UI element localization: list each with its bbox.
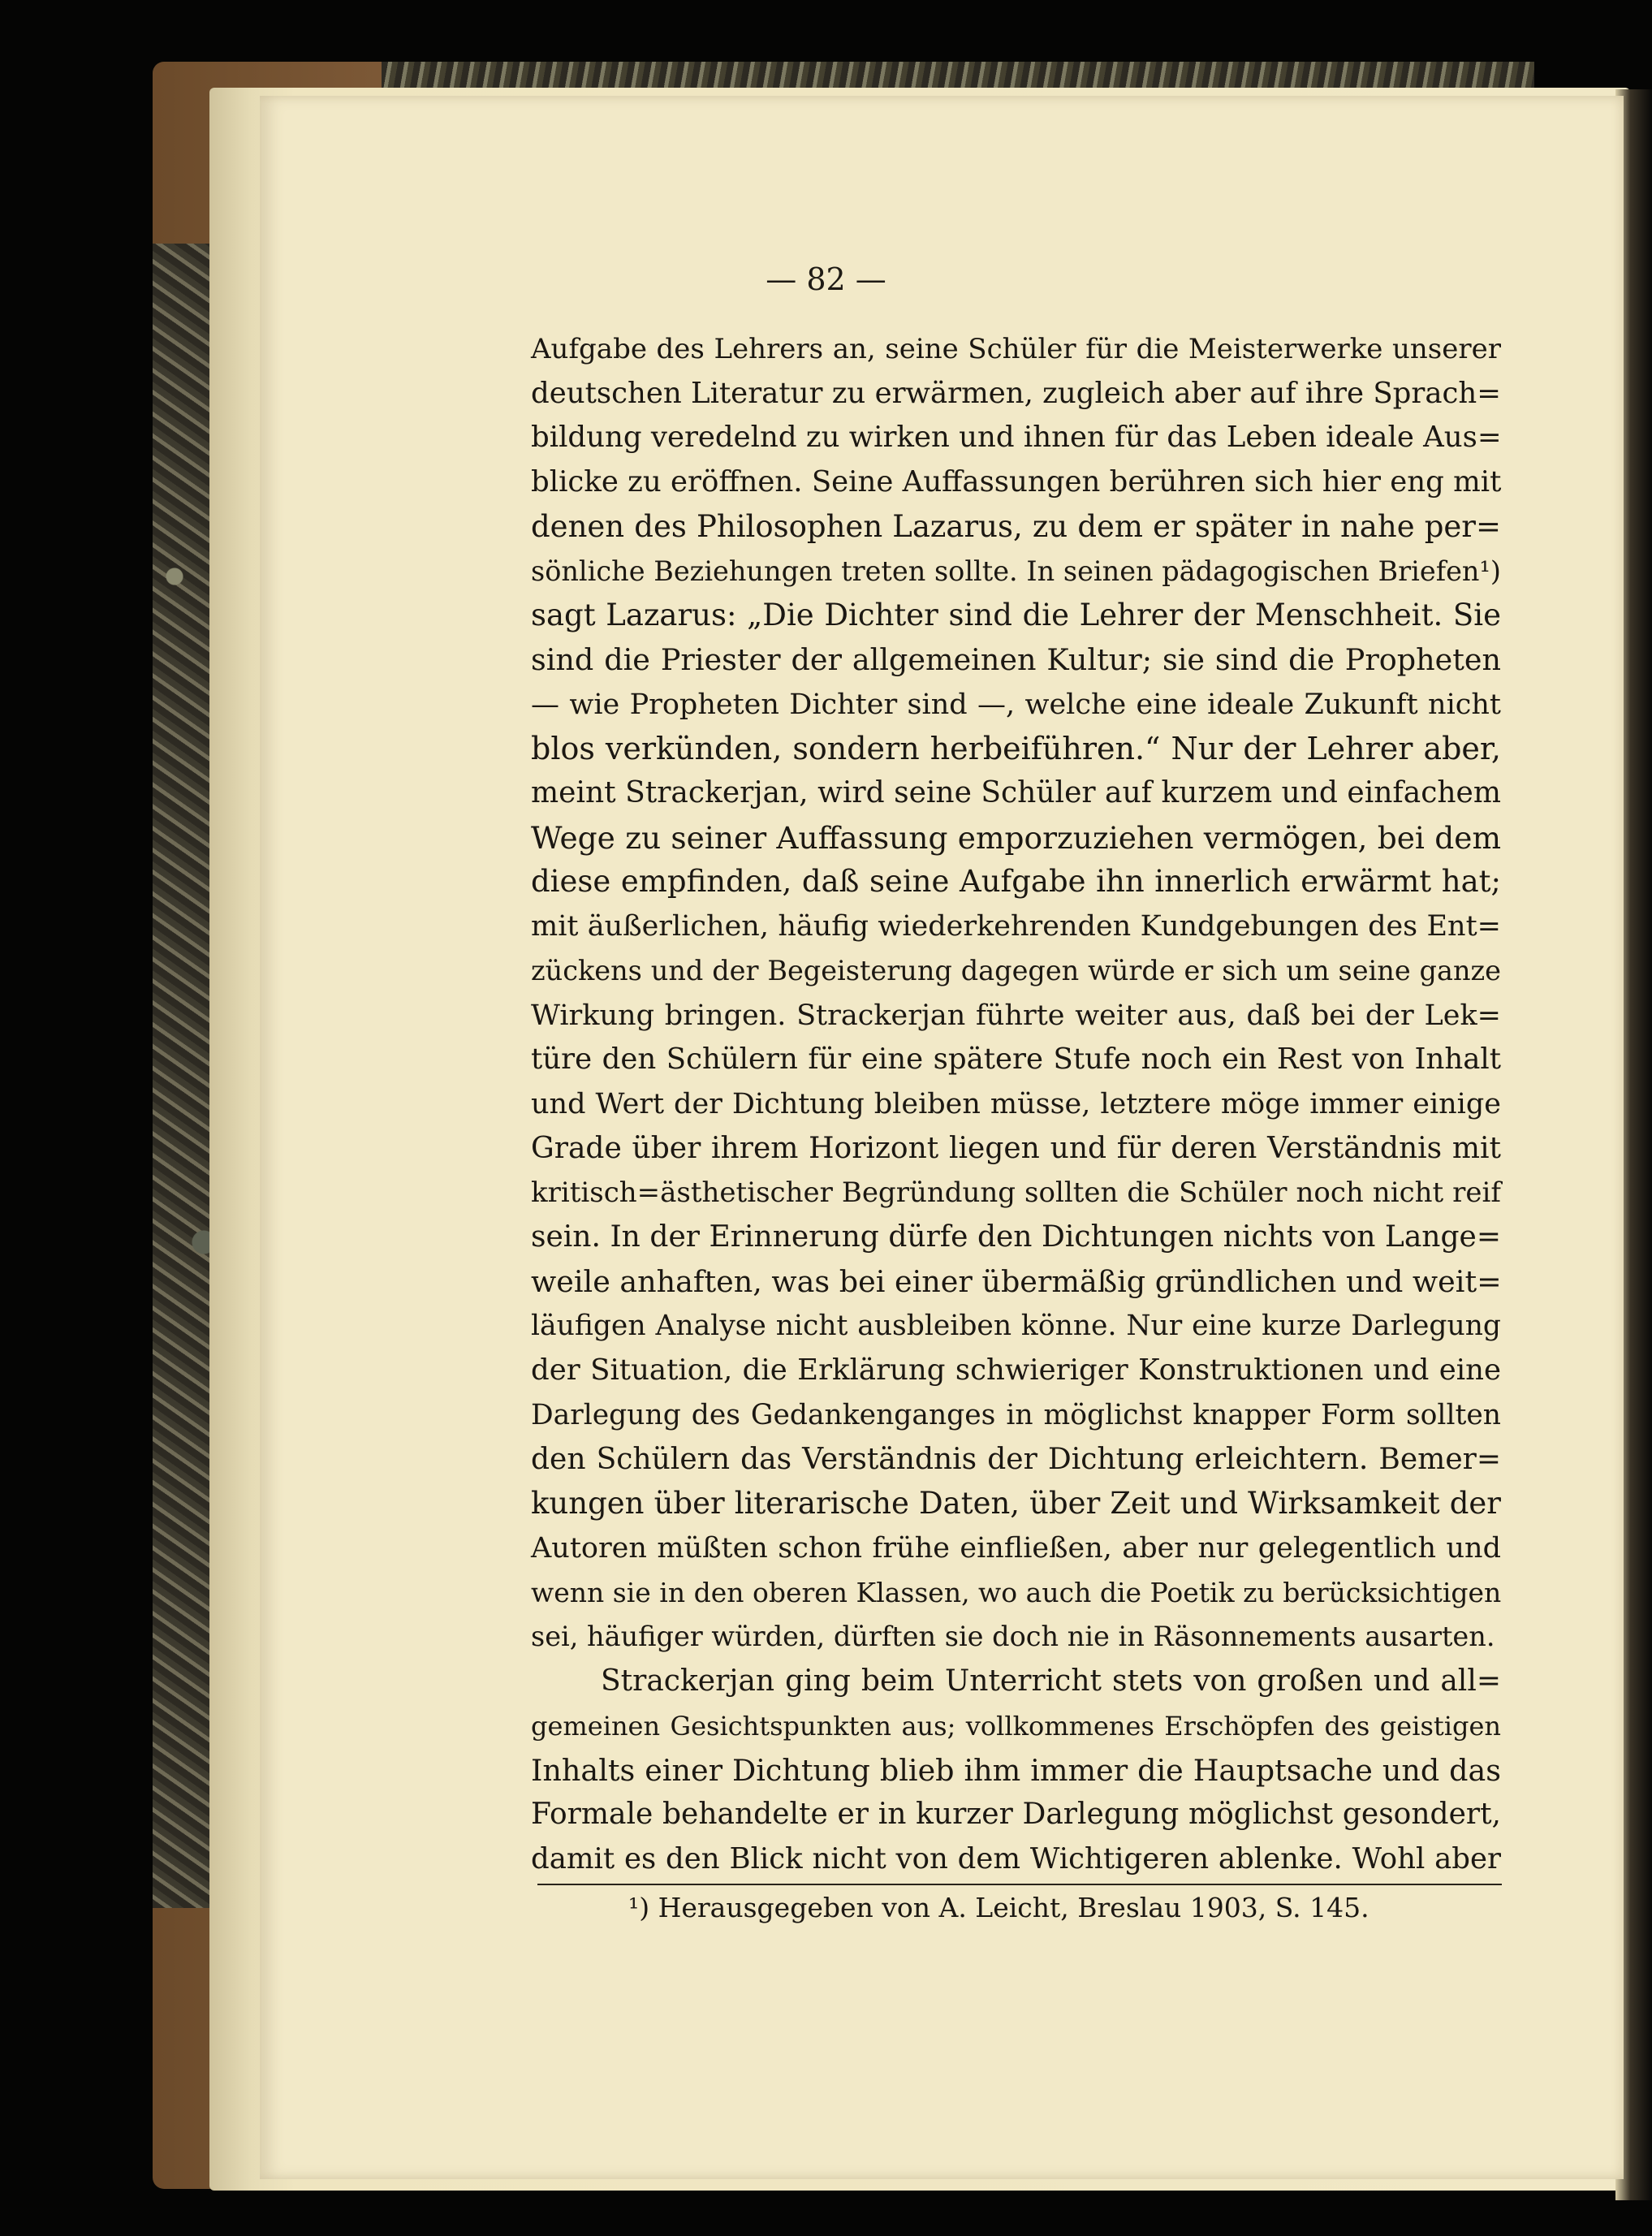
text-line: zückens und der Begeisterung dagegen würde er sich um seine ganze [531, 954, 1501, 986]
text-line: türe den Schülern für eine spätere Stufe noch ein Rest von Inhalt [531, 1042, 1501, 1077]
text-line: Inhalts einer Dichtung blieb ihm immer die Hauptsache und das [531, 1752, 1501, 1788]
text-line: und Wert der Dichtung bleiben müsse, letztere möge immer einige [531, 1087, 1501, 1120]
text-line: damit es den Blick nicht von dem Wichtigeren ablenke. Wohl aber [531, 1841, 1501, 1876]
text-line: den Schülern das Verständnis der Dichtung erleichtern. Bemer= [531, 1442, 1501, 1476]
text-line: mit äußerlichen, häufig wiederkehrenden Kundgebungen des Ent= [531, 910, 1501, 943]
text-line: Autoren müßten schon frühe einfließen, aber nur gelegentlich und [531, 1531, 1501, 1565]
text-line: Aufgabe des Lehrers an, seine Schüler für die Meisterwerke unserer [531, 333, 1501, 365]
text-line: gemeinen Gesichtspunkten aus; vollkommenes Erschöpfen des geistigen [531, 1710, 1501, 1742]
text-line: kritisch=ästhetischer Begründung sollten die Schüler noch nicht reif [531, 1176, 1501, 1210]
text-line: Wirkung bringen. Strackerjan führte weiter aus, daß bei der Lek= [531, 999, 1501, 1032]
text-line: diese empfinden, daß seine Aufgabe ihn innerlich erwärmt hat; [531, 864, 1501, 900]
text-line: bildung veredelnd zu wirken und ihnen für das Leben ideale Aus= [531, 421, 1502, 455]
text-line: sagt Lazarus: „Die Dichter sind die Lehrer der Menschheit. Sie [531, 598, 1501, 633]
text-line: Strackerjan ging beim Unterricht stets von großen und all= [601, 1664, 1501, 1699]
footnote: ¹) Herausgegeben von A. Leicht, Breslau 1903, S. 145. [628, 1892, 1369, 1923]
text-line: sind die Priester der allgemeinen Kultur; sie sind die Propheten [531, 641, 1501, 677]
text-line: deutschen Literatur zu erwärmen, zugleich aber auf ihre Sprach= [531, 376, 1501, 410]
text-line: denen des Philosophen Lazarus, zu dem er später in nahe per= [531, 508, 1501, 544]
text-line: blicke zu eröffnen. Seine Auffassungen berühren sich hier eng mit [531, 465, 1502, 499]
text-line: Darlegung des Gedankenganges in möglichst knapper Form sollten [531, 1398, 1501, 1431]
text-line: sönliche Beziehungen treten sollte. In seinen pädagogischen Briefen¹) [531, 555, 1501, 587]
text-line: meint Strackerjan, wird seine Schüler auf kurzem und einfachem [531, 776, 1501, 810]
text-line: Formale behandelte er in kurzer Darlegung möglichst gesondert, [531, 1798, 1501, 1832]
text-line: — wie Propheten Dichter sind —, welche eine ideale Zukunft nicht [531, 688, 1501, 721]
text-line: kungen über literarische Daten, über Zeit und Wirksamkeit der [531, 1486, 1501, 1522]
text-line: weile anhaften, was bei einer übermäßig gründlichen und weit= [531, 1263, 1502, 1299]
text-line: blos verkünden, sondern herbeiführen.“ Nur der Lehrer aber, [531, 731, 1501, 767]
text-line: Grade über ihrem Horizont liegen und für deren Verständnis mit [531, 1131, 1501, 1165]
text-line: sei, häufiger würden, dürften sie doch nie in Räsonnements ausarten. [531, 1621, 1495, 1653]
text-line: Wege zu seiner Auffassung emporzuziehen vermögen, bei dem [531, 819, 1501, 856]
page-number: — 82 — [766, 261, 886, 297]
text-line: wenn sie in den oberen Klassen, wo auch die Poetik zu berücksichtigen [531, 1576, 1502, 1608]
body-text [531, 327, 1501, 1882]
text-line: sein. In der Erinnerung dürfe den Dichtungen nichts von Lange= [531, 1220, 1501, 1254]
text-line: der Situation, die Erklärung schwieriger Konstruktionen und eine [531, 1353, 1501, 1388]
text-line: läufigen Analyse nicht ausbleiben könne. Nur eine kurze Darlegung [531, 1310, 1501, 1343]
footnote-divider [537, 1884, 1502, 1885]
